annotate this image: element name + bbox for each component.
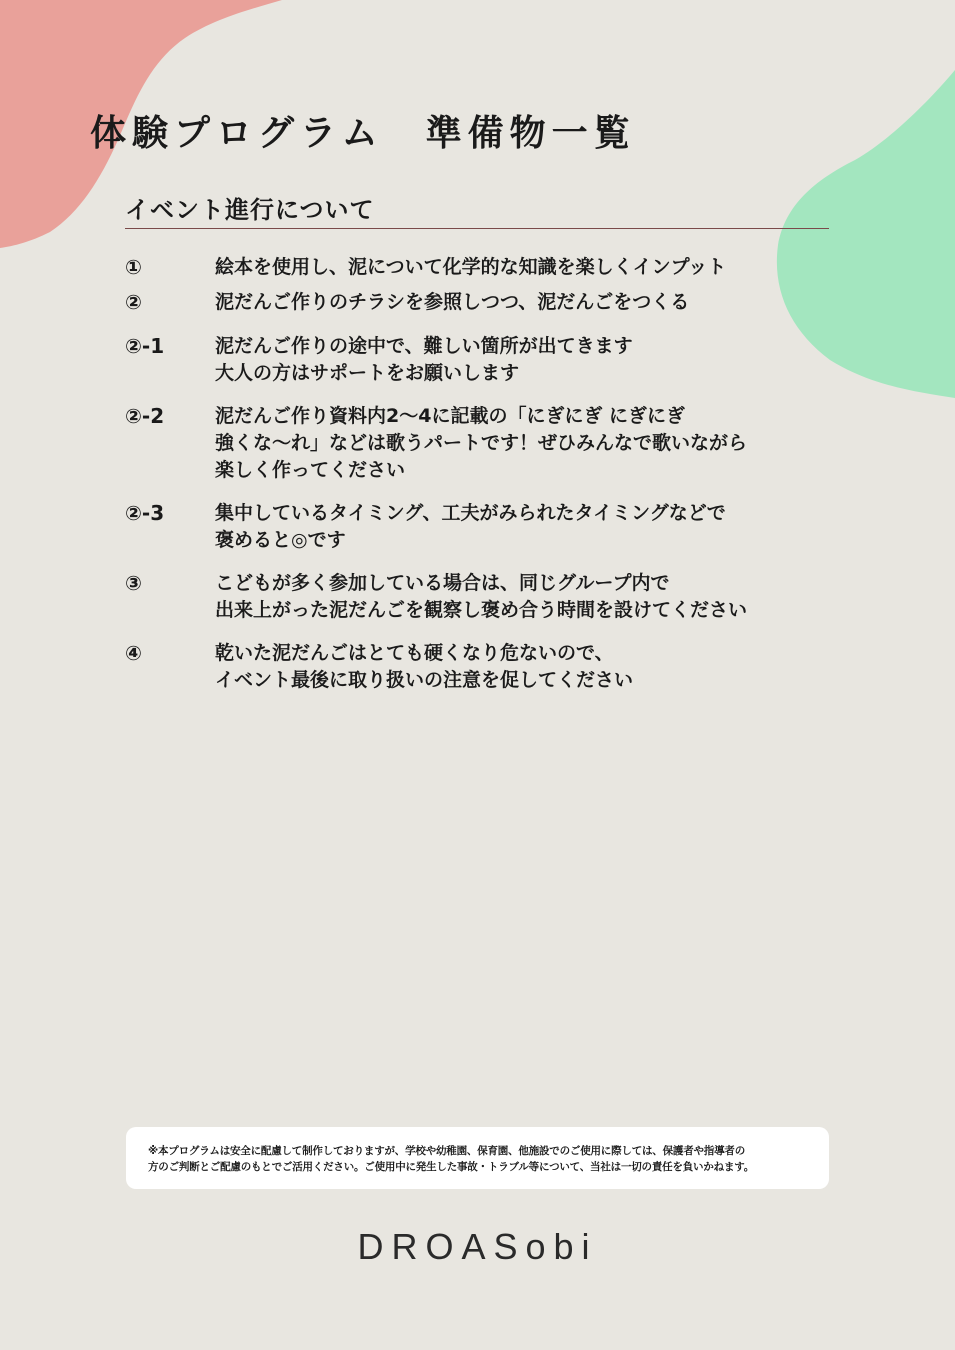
disclaimer-line: 方のご判断とご配慮のもとでご活用ください。ご使用中に発生した事故・トラブル等について、当社は一切の責任を負いかねます。: [148, 1161, 755, 1173]
step-number: ④: [125, 641, 142, 665]
step-text: [215, 333, 825, 387]
step-text: [215, 403, 825, 484]
step-line: 泥だんご作り資料内2〜4に記載の「にぎにぎ にぎにぎ: [215, 405, 686, 427]
brand-logo: DROASobi: [357, 1226, 598, 1267]
step-line: イベント最後に取り扱いの注意を促してください: [215, 669, 634, 691]
page-title: 体験プログラム 準備物一覧: [90, 113, 636, 154]
step-text: [215, 254, 825, 281]
step-text: [215, 640, 825, 694]
step-text: [215, 570, 825, 624]
step-line: 出来上がった泥だんごを観察し褒め合う時間を設けてください: [215, 599, 748, 621]
step-number: ②-2: [125, 404, 165, 428]
step-text: [215, 500, 825, 554]
step-line: 絵本を使用し、泥について化学的な知識を楽しくインプット: [215, 256, 727, 278]
step-line: 楽しく作ってください: [215, 459, 406, 481]
step-line: 泥だんご作りのチラシを参照しつつ、泥だんごをつくる: [215, 291, 690, 313]
step-line: 乾いた泥だんごはとても硬くなり危ないので、: [215, 642, 614, 664]
step-line: こどもが多く参加している場合は、同じグループ内で: [215, 572, 670, 594]
step-text: [215, 289, 825, 316]
step-line: 集中しているタイミング、工夫がみられたタイミングなどで: [215, 502, 726, 524]
disclaimer-line: ※本プログラムは安全に配慮して制作しておりますが、学校や幼稚園、保育園、他施設でのご使用に際しては、保護者や指導者の: [148, 1145, 746, 1157]
step-line: 大人の方はサポートをお願いします: [215, 362, 520, 384]
section-divider: [125, 228, 829, 229]
section-heading: イベント進行について: [125, 196, 375, 224]
step-number: ②-3: [125, 501, 165, 525]
step-number: ③: [125, 571, 142, 595]
step-line: 褒めると◎です: [215, 529, 346, 551]
step-line: 強くな〜れ」などは歌うパートです！ぜひみんなで歌いながら: [215, 432, 748, 454]
step-number: ②: [125, 290, 142, 314]
step-number: ①: [125, 255, 142, 279]
step-number: ②-1: [125, 334, 165, 358]
step-line: 泥だんご作りの途中で、難しい箇所が出てきます: [215, 335, 633, 357]
disclaimer-box: [126, 1127, 829, 1189]
